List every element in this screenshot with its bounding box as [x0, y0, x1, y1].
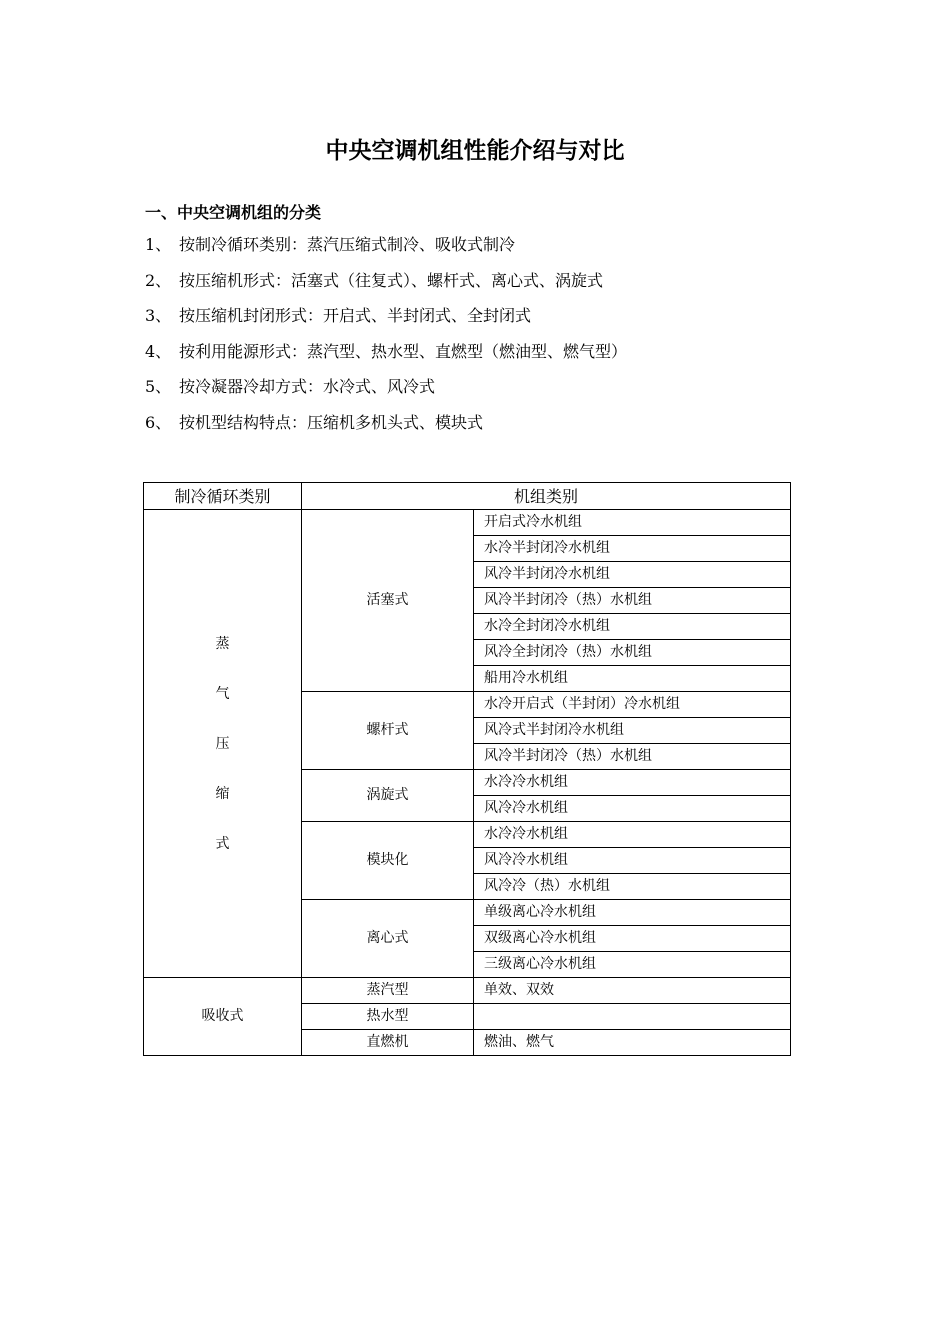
- list-item: [145, 411, 627, 447]
- vapor-compression-cell: [144, 510, 302, 978]
- classification-list: [145, 233, 627, 446]
- absorption-type: 直燃机: [302, 1030, 474, 1056]
- unit-type-cell: 水冷开启式（半封闭）冷水机组: [474, 692, 791, 718]
- absorption-cell: 吸收式: [144, 978, 302, 1056]
- absorption-type: 热水型: [302, 1004, 474, 1030]
- absorption-desc: 单效、双效: [474, 978, 791, 1004]
- vapor-compression-label: [216, 619, 230, 869]
- unit-type-cell: 开启式冷水机组: [474, 510, 791, 536]
- unit-type-cell: 风冷冷水机组: [474, 796, 791, 822]
- header-cycle-type: 制冷循环类别: [144, 483, 302, 510]
- unit-type-cell: 双级离心冷水机组: [474, 926, 791, 952]
- list-text: 按机型结构特点：压缩机多机头式、模块式: [179, 412, 484, 432]
- list-text: 按利用能源形式：蒸汽型、热水型、直燃型（燃油型、燃气型）: [179, 341, 628, 361]
- unit-type-cell: 风冷全封闭冷（热）水机组: [474, 640, 791, 666]
- list-number: 3、: [145, 306, 172, 325]
- label-char: 式: [215, 835, 230, 852]
- list-number: 2、: [145, 270, 172, 290]
- table-header-row: [144, 483, 791, 510]
- list-item: [145, 233, 627, 269]
- unit-type-cell: 风冷式半封闭冷水机组: [474, 718, 791, 744]
- unit-type-cell: 水冷全封闭冷水机组: [474, 614, 791, 640]
- label-char: 气: [215, 685, 230, 702]
- unit-type-cell: 风冷冷水机组: [474, 848, 791, 874]
- compressor-type-modular: 模块化: [302, 822, 474, 900]
- unit-type-cell: 水冷冷水机组: [474, 822, 791, 848]
- list-item: [145, 304, 627, 340]
- list-item: [145, 340, 627, 376]
- unit-type-cell: 风冷半封闭冷（热）水机组: [474, 588, 791, 614]
- page-title: 中央空调机组性能介绍与对比: [325, 138, 625, 164]
- classification-table: [143, 482, 791, 1056]
- list-text: 按制冷循环类别：蒸汽压缩式制冷、吸收式制冷: [179, 235, 516, 254]
- absorption-desc: [474, 1004, 791, 1030]
- unit-type-cell: 水冷冷水机组: [474, 770, 791, 796]
- table-row: [144, 510, 791, 536]
- list-number: 1、: [145, 235, 172, 254]
- compressor-type-centrifugal: 离心式: [302, 900, 474, 978]
- list-item: [145, 375, 627, 411]
- unit-type-cell: 船用冷水机组: [474, 666, 791, 692]
- header-unit-type: 机组类别: [302, 483, 791, 510]
- unit-type-cell: 三级离心冷水机组: [474, 952, 791, 978]
- compressor-type-screw: 螺杆式: [302, 692, 474, 770]
- list-number: 4、: [145, 341, 172, 361]
- list-text: 按冷凝器冷却方式：水冷式、风冷式: [179, 377, 436, 396]
- absorption-type: 蒸汽型: [302, 978, 474, 1004]
- label-char: 蒸: [215, 635, 230, 652]
- compressor-type-piston: 活塞式: [302, 510, 474, 692]
- list-text: 按压缩机封闭形式：开启式、半封闭式、全封闭式: [179, 306, 532, 325]
- list-item: [145, 269, 627, 305]
- absorption-desc: 燃油、燃气: [474, 1030, 791, 1056]
- unit-type-cell: 风冷冷（热）水机组: [474, 874, 791, 900]
- unit-type-cell: 风冷半封闭冷水机组: [474, 562, 791, 588]
- list-number: 6、: [145, 412, 172, 432]
- table-row: [144, 978, 791, 1004]
- list-text: 按压缩机形式：活塞式（往复式）、螺杆式、离心式、涡旋式: [179, 270, 604, 290]
- list-number: 5、: [145, 377, 172, 396]
- unit-type-cell: 单级离心冷水机组: [474, 900, 791, 926]
- label-char: 缩: [215, 785, 230, 802]
- unit-type-cell: 风冷半封闭冷（热）水机组: [474, 744, 791, 770]
- section-heading: 一、中央空调机组的分类: [145, 203, 322, 222]
- unit-type-cell: 水冷半封闭冷水机组: [474, 536, 791, 562]
- label-char: 压: [215, 735, 230, 752]
- compressor-type-scroll: 涡旋式: [302, 770, 474, 822]
